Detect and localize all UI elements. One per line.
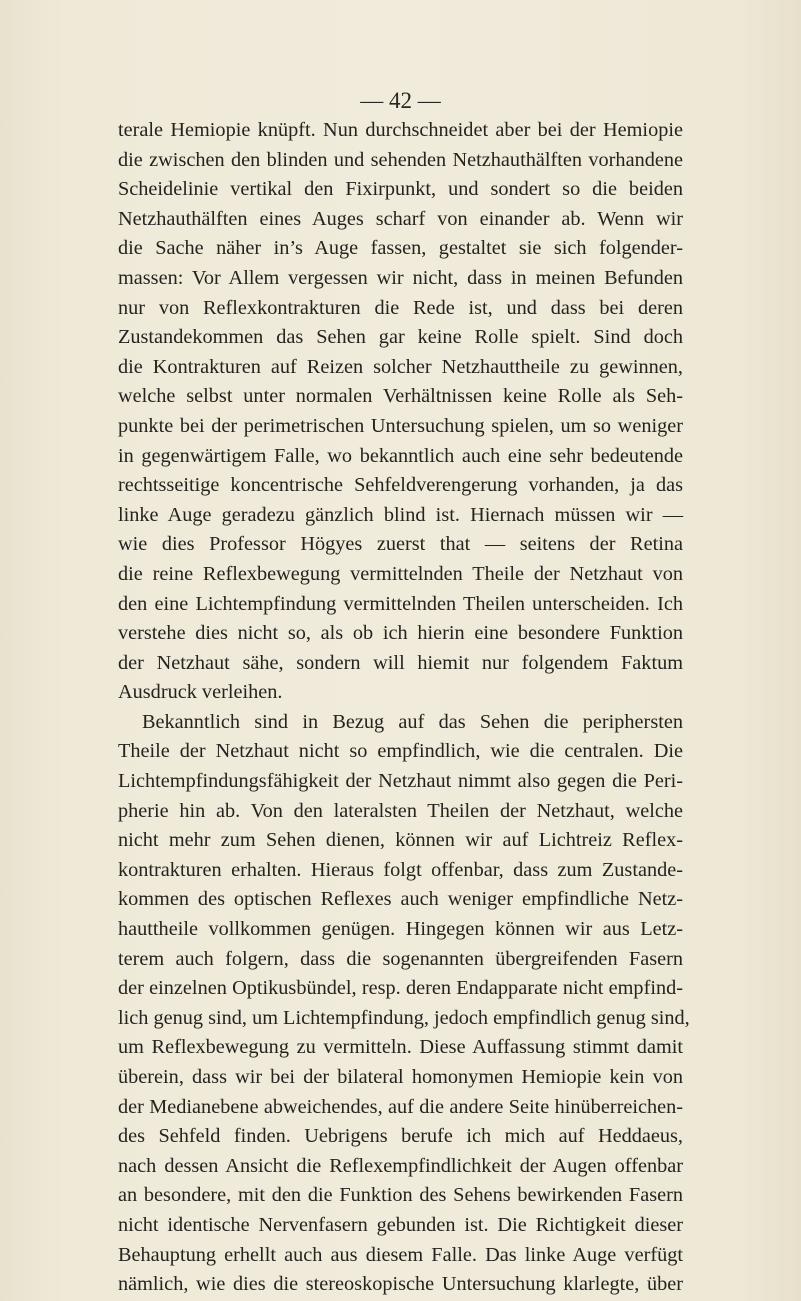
text-line: Netzhauthälften eines Auges scharf von einander ab. Wenn wir xyxy=(118,207,683,230)
paragraph-2 xyxy=(118,708,690,1300)
text-line: Theile der Netzhaut nicht so empfindlich, wie die centralen. Die xyxy=(118,740,683,763)
text-line: kontrakturen erhalten. Hieraus folgt offenbar, dass zum Zustande- xyxy=(118,858,683,881)
text-line: punkte bei der perimetrischen Untersuchung spielen, um so weniger xyxy=(118,414,683,437)
text-line: an besondere, mit den die Funktion des Sehens bewirkenden Fasern xyxy=(118,1184,683,1207)
text-line: nicht identische Nervenfasern gebunden ist. Die Richtigkeit dieser xyxy=(118,1213,683,1236)
text-line: die zwischen den blinden und sehenden Netzhauthälften vorhandene xyxy=(118,148,683,171)
text-line: überein, dass wir bei der bilateral homonymen Hemiopie kein von xyxy=(118,1066,683,1088)
text-line: der Medianebene abweichendes, auf die andere Seite hinüberreichen- xyxy=(118,1095,683,1118)
text-line: der Netzhaut sähe, sondern will hiemit nur folgendem Faktum xyxy=(118,651,683,674)
text-line: Zustandekommen das Sehen gar keine Rolle spielt. Sind doch xyxy=(118,326,683,349)
text-line: Lichtempfindungsfähigkeit der Netzhaut nimmt also gegen die Peri- xyxy=(118,770,683,793)
paragraph-1 xyxy=(118,116,683,708)
text-line: Ausdruck verleihen. xyxy=(118,681,283,704)
text-line: die reine Reflexbewegung vermittelnden Theile der Netzhaut von xyxy=(118,562,683,585)
text-line: den eine Lichtempfindung vermittelnden Theilen unterscheiden. Ich xyxy=(118,592,683,615)
body-text xyxy=(118,116,690,1300)
text-line: Scheidelinie vertikal den Fixirpunkt, und sondert so die beiden xyxy=(118,178,683,201)
text-line: Behauptung erhellt auch aus diesem Falle. Das linke Auge verfügt xyxy=(118,1243,683,1266)
text-line: nicht mehr zum Sehen dienen, können wir auf Lichtreiz Reflex- xyxy=(118,829,683,852)
text-line: um Reflexbewegung zu vermitteln. Diese Auffassung stimmt damit xyxy=(118,1036,683,1059)
text-line: nach dessen Ansicht die Reflexempfindlichkeit der Augen offenbar xyxy=(118,1154,683,1177)
text-line: die Kontrakturen auf Reizen solcher Netzhauttheile zu gewinnen, xyxy=(118,355,683,378)
text-line: nur von Reflexkontrakturen die Rede ist, und dass bei deren xyxy=(118,296,683,319)
text-line: wie dies Professor Högyes zuerst that — seitens der Retina xyxy=(118,533,683,556)
text-line: massen: Vor Allem vergessen wir nicht, dass in meinen Befunden xyxy=(118,266,683,289)
text-line: hauttheile vollkommen genügen. Hingegen können wir aus Letz- xyxy=(118,918,683,941)
text-line: in gegenwärtigem Falle, wo bekanntlich auch eine sehr bedeutende xyxy=(118,444,683,467)
text-line: linke Auge geradezu gänzlich blind ist. Hiernach müssen wir — xyxy=(118,503,683,526)
text-line: Bekanntlich sind in Bezug auf das Sehen die periphersten xyxy=(142,710,683,733)
text-line: terale Hemiopie knüpft. Nun durchschneidet aber bei der Hemiopie xyxy=(118,119,683,141)
text-line: verstehe dies nicht so, als ob ich hierin eine besondere Funktion xyxy=(118,622,683,645)
page-number: — 42 — xyxy=(360,88,441,113)
text-line: des Sehfeld finden. Uebrigens berufe ich mich auf Heddaeus, xyxy=(118,1125,683,1148)
text-line: rechtsseitige koncentrische Sehfeldverengerung vorhanden, ja das xyxy=(118,474,683,497)
text-line: terem auch folgern, dass die sogenannten übergreifenden Fasern xyxy=(118,947,683,970)
text-line: kommen des optischen Reflexes auch weniger empfindliche Netz- xyxy=(118,888,683,911)
text-line: der einzelnen Optikusbündel, resp. deren Endapparate nicht empfind- xyxy=(118,977,683,1000)
text-line: lich genug sind, um Lichtempfindung, jedoch empfindlich genug sind, xyxy=(118,1006,690,1029)
text-line: die Sache näher in’s Auge fassen, gestaltet sie sich folgender- xyxy=(118,237,683,260)
text-line: nämlich, wie dies die stereoskopische Untersuchung klarlegte, über xyxy=(118,1273,683,1296)
text-line: welche selbst unter normalen Verhältnissen keine Rolle als Seh- xyxy=(118,385,683,408)
text-line: pherie hin ab. Von den lateralsten Theilen der Netzhaut, welche xyxy=(118,799,683,822)
